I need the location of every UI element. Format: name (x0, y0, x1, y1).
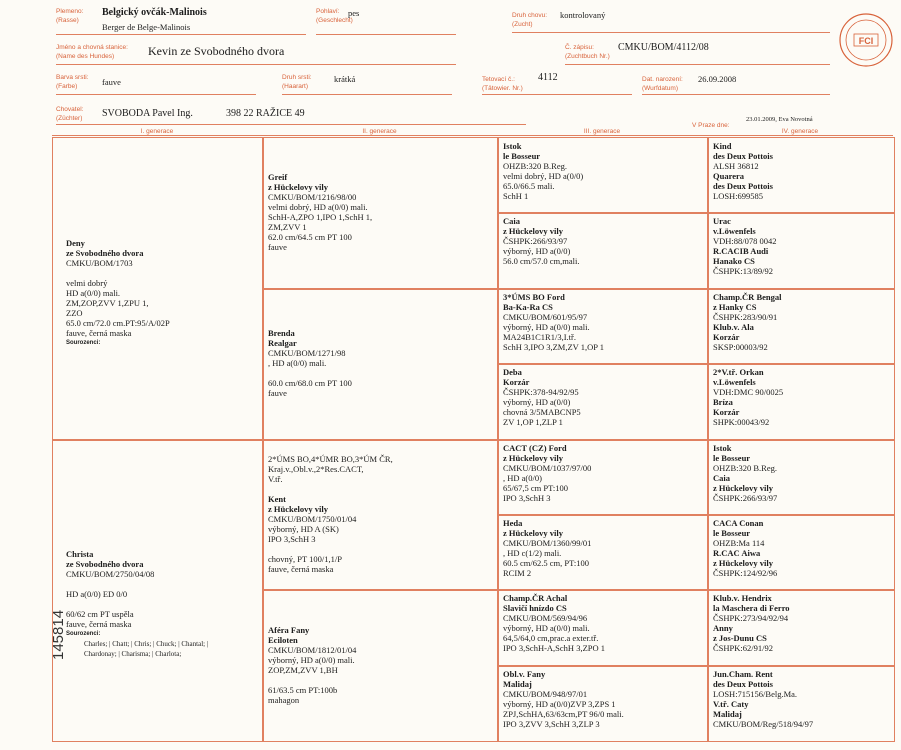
ancestor-line: ze Svobodného dvora (66, 247, 144, 258)
siblings-label: Sourozenci: (66, 339, 101, 346)
pohlavi-label: Pohlaví: (316, 8, 340, 15)
ancestor-line: OHZB:320 B.Reg. (713, 462, 777, 473)
ancestor-line: des Deux Pottois (713, 151, 773, 161)
ancestor-line: Anny (713, 623, 733, 634)
ancestor-line: CMKU/BOM/948/97/01 (503, 688, 588, 699)
rule (56, 94, 256, 95)
ancestor-4-4 (713, 367, 783, 427)
ancestor-4-5 (713, 443, 777, 503)
gen-header-4: IV. generace (707, 128, 893, 136)
ancestor-line: Champ.ČR Bengal (713, 291, 782, 302)
chovatel-label: Chovatel: (56, 106, 84, 113)
ancestor-line: SchH 3,IPO 3,ZM,ZV 1,OP 1 (503, 341, 605, 352)
gen-header-3: III. generace (497, 128, 707, 136)
ancestor-3-7 (503, 593, 605, 653)
ancestor-line: 60/62 cm PT uspěla (66, 609, 134, 620)
ancestor-line: CMKU/BOM/1360/99/01 (503, 537, 592, 548)
ancestor-line: Jun.Cham. Rent (713, 668, 773, 679)
plemeno-value-de: Berger de Belge-Malinois (102, 22, 191, 32)
ancestor-line: mahagon (268, 694, 300, 705)
ancestor-line: le Bosseur (713, 452, 751, 463)
ancestor-4-1 (713, 141, 773, 201)
ancestor-line: Heda (503, 517, 523, 528)
ancestor-2-4 (268, 625, 356, 705)
ancestor-line: 2*V.tř. Orkan (713, 367, 764, 378)
druh-chovu-value: kontrolovaný (560, 10, 606, 20)
jmeno-label: Jméno a chovná stanice: (56, 44, 128, 51)
ancestor-line: z Jos-Dunu CS (713, 633, 767, 644)
ancestor-line: CMKU/BOM/569/94/96 (503, 613, 588, 624)
ancestor-line: Realgar (268, 338, 297, 349)
plemeno-label-de: (Rasse) (56, 17, 79, 24)
ancestor-line: ČSHPK:62/91/92 (713, 643, 773, 654)
ancestor-line: CACA Conan (713, 517, 764, 528)
ancestor-line: výborný, HD a(0/0) mali. (268, 654, 355, 665)
zapis-value: CMKU/BOM/4112/08 (618, 42, 709, 53)
ancestor-2-1 (268, 172, 372, 252)
rule (282, 94, 452, 95)
ancestor-3-6 (503, 518, 591, 578)
ancestor-line: ČSHPK:124/92/96 (713, 567, 778, 578)
ancestor-line: ZZO (66, 307, 83, 318)
ancestor-line: z Hückelovy vily (268, 503, 328, 514)
ancestor-line: R.CAC Aiwa (713, 547, 761, 558)
ancestor-line: fauve, černá maska (268, 563, 334, 574)
ancestor-line: chovná 3/5MABCNP5 (503, 407, 581, 418)
ancestor-line: Urac (713, 216, 731, 227)
ancestor-line: CMKU/BOM/Reg/518/94/97 (713, 718, 814, 729)
ancestor-3-5 (503, 443, 591, 503)
ancestor-1-2 (66, 549, 208, 659)
druh-srsti-label: Druh srsti: (282, 74, 312, 81)
gen-header-1: I. generace (52, 128, 262, 136)
ancestor-line: CMKU/BOM/1750/01/04 (268, 513, 357, 524)
ancestor-4-8 (713, 669, 813, 729)
siblings-list: Chardonay; | Charisma; | Charlota; (84, 650, 182, 659)
ancestor-line: Quarera (713, 171, 745, 181)
ancestor-line: CMKU/BOM/1216/98/00 (268, 192, 357, 203)
ancestor-line: výborný, HD a(0/0) mali. (503, 321, 590, 332)
ancestor-line: OHZB:Ma 114 (713, 537, 765, 548)
plemeno-value: Belgický ovčák-Malinois (102, 7, 207, 18)
datum-label-de: (Wurfdatum) (642, 85, 678, 92)
fci-logo (838, 12, 894, 68)
ancestor-line: R.CACIB Audi (713, 246, 769, 257)
ancestor-line: fauve, černá maska (66, 327, 132, 338)
ancestor-line: ZOP,ZM,ZVV 1,BH (268, 664, 338, 675)
pohlavi-value: pes (348, 8, 360, 18)
ancestor-line: SKSP:00003/92 (713, 341, 768, 352)
ancestor-line: Hanako CS (713, 256, 755, 267)
ancestor-line: chovný, PT 100/1,1/P (268, 553, 342, 564)
ancestor-line: Korzár (503, 377, 530, 388)
ancestor-line: 3*ÚMS BO Ford (503, 291, 565, 302)
ancestor-4-2 (713, 216, 777, 276)
chovatel-label-de: (Züchter) (56, 115, 83, 122)
ancestor-line: Kraj.v.,Obl.v.,2*Res.CACT, (268, 463, 364, 474)
ancestor-line: výborný, HD a(0/0) (503, 397, 571, 408)
ancestor-line: CMKU/BOM/1703 (66, 257, 133, 268)
ancestor-line: Eciloten (268, 634, 298, 645)
ancestor-line: výborný, HD a(0/0) mali. (503, 623, 590, 634)
ancestor-line: VDH:DMC 90/0025 (713, 387, 784, 398)
siblings-list: Charles; | Chatt; | Chris; | Chuck; | Chantal; | (84, 640, 209, 649)
ancestor-line: z Hückelovy vily (503, 527, 563, 538)
ancestor-line: ČSHPK:283/90/91 (713, 311, 778, 322)
ancestor-line (66, 268, 170, 278)
ancestor-line: Champ.ČR Achal (503, 593, 568, 604)
ancestor-line: CACT (CZ) Ford (503, 442, 567, 453)
ancestor-line: Caia (503, 216, 520, 227)
ancestor-line: Deny (66, 237, 85, 248)
ancestor-line: ČSHPK:13/89/92 (713, 266, 773, 277)
rule (482, 94, 632, 95)
ancestor-line: ZPJ,SchHA,63/63cm,PT 96/0 mali. (503, 708, 624, 719)
ancestor-line: ZM,ZVV 1 (268, 222, 307, 233)
ancestor-line: výborný, HD A (SK) (268, 523, 339, 534)
rule (56, 34, 306, 35)
ancestor-line: z Hückelovy vily (268, 182, 328, 193)
ancestor-line: SchH 1 (503, 191, 529, 201)
datum-value: 26.09.2008 (698, 74, 737, 84)
ancestor-line: IPO 3,SchH 3 (503, 492, 551, 503)
ancestor-line: IPO 3,ZVV 3,SchH 3,ZLP 3 (503, 718, 600, 729)
ancestor-line: 65/67,5 cm PT:100 (503, 482, 568, 493)
ancestor-line: CMKU/BOM/601/95/97 (503, 311, 588, 322)
ancestor-line: velmi dobrý, HD a(0/0) mali. (268, 202, 368, 213)
zapis-label-de: (Zuchtbuch Nr.) (565, 53, 610, 60)
ancestor-line: Ba-Ka-Ra CS (503, 301, 553, 312)
druh-srsti-value: krátká (334, 74, 356, 84)
ancestor-line: la Maschera di Ferro (713, 603, 790, 614)
ancestor-line: IPO 3,SchH 3 (268, 533, 316, 544)
ancestor-line: Greif (268, 172, 288, 183)
ancestor-line: Bríza (713, 397, 733, 408)
ancestor-line: velmi dobrý (66, 277, 108, 288)
ancestor-line (66, 579, 208, 589)
ancestor-line: výborný, HD a(0/0) (503, 246, 571, 257)
rule (512, 32, 830, 33)
ancestor-line: Klub.v. Ala (713, 321, 754, 332)
ancestor-line: Istok (503, 141, 522, 151)
ancestor-line: ze Svobodného dvora (66, 559, 144, 570)
ancestor-line: V.tř. (268, 473, 283, 484)
ancestor-line: des Deux Pottois (713, 678, 773, 689)
ancestor-line: MA24B1C1R1/3,I.tř. (503, 331, 576, 342)
ancestor-line: , HD a(0/0) (503, 472, 542, 483)
ancestor-3-4 (503, 367, 581, 427)
ancestor-line: CMKU/BOM/2750/04/08 (66, 569, 155, 580)
ancestor-line: VDH:88/078 0042 (713, 236, 777, 247)
ancestor-line: 65.0/66.5 mali. (503, 181, 555, 191)
ancestor-line (268, 484, 393, 494)
ancestor-line: Korzár (713, 407, 740, 418)
ancestor-line: OHZB:320 B.Reg. (503, 161, 567, 171)
ancestor-line: 2*ÚMS BO,4*ÚMR BO,3*ÚM ČR, (268, 453, 393, 464)
ancestor-line: výborný, HD a(0/0)ZVP 3,ZPS 1 (503, 698, 616, 709)
ancestor-line: le Bosseur (713, 527, 751, 538)
druh-srsti-label-de: (Haarart) (282, 83, 309, 90)
ancestor-line: IPO 3,SchH-A,SchH 3,ZPO 1 (503, 643, 605, 654)
ancestor-line: Kent (268, 493, 286, 504)
ancestor-line: Caia (713, 472, 730, 483)
datum-label: Dat. narození: (642, 76, 683, 83)
tetovaci-label-de: (Tätowier. Nr.) (482, 85, 523, 92)
ancestor-line: HD a(0/0) mali. (66, 287, 121, 298)
ancestor-line: , HD a(0/0) mali. (268, 358, 327, 369)
ancestor-line (268, 368, 352, 378)
ancestor-line: Korzár (713, 331, 740, 342)
ancestor-line: CMKU/BOM/1037/97/00 (503, 462, 592, 473)
ancestor-line (268, 675, 356, 685)
ancestor-line: Istok (713, 442, 732, 453)
barva-label: Barva srsti: (56, 74, 89, 81)
ancestor-line: 60.5 cm/62.5 cm, PT:100 (503, 557, 589, 568)
ancestor-line: Brenda (268, 328, 295, 339)
ancestor-line: z Hanky CS (713, 301, 757, 312)
ancestor-line: Aféra Fany (268, 624, 310, 635)
ancestor-line: , HD c(1/2) mali. (503, 547, 562, 558)
tetovaci-label: Tetovací č.: (482, 76, 515, 83)
chovatel-value: SVOBODA Pavel Ing. (102, 108, 193, 119)
ancestor-line: CMKU/BOM/1271/98 (268, 348, 346, 359)
ancestor-3-2 (503, 216, 580, 266)
ancestor-line: Malidaj (503, 678, 532, 689)
barva-value: fauve (102, 77, 121, 87)
rule (565, 64, 830, 65)
prazedne-label: V Praze dne: (692, 122, 730, 129)
ancestor-line: 56.0 cm/57.0 cm,mali. (503, 256, 580, 267)
ancestor-line: LOSH:715156/Belg.Ma. (713, 688, 798, 699)
druh-chovu-label-de: (Zucht) (512, 21, 533, 28)
chovatel-address: 398 22 RAŽICE 49 (226, 108, 305, 119)
ancestor-line: V.tř. Caty (713, 698, 749, 709)
ancestor-line: SHPK:00043/92 (713, 417, 770, 428)
ancestor-line: LOSH:699585 (713, 191, 764, 201)
ancestor-line: velmi dobrý, HD a(0/0) (503, 171, 584, 181)
ancestor-line: Christa (66, 549, 94, 560)
rule (56, 124, 526, 125)
ancestor-2-2 (268, 328, 352, 398)
registry-number: 145814 (50, 609, 67, 660)
ancestor-3-8 (503, 669, 624, 729)
ancestor-2-3 (268, 454, 393, 574)
ancestor-4-7 (713, 593, 790, 653)
ancestor-line: SchH-A,ZPO 1,IPO 1,SchH 1, (268, 212, 373, 223)
ancestor-line: ALSH 36812 (713, 161, 759, 171)
ancestor-line: ZV 1,OP 1,ZLP 1 (503, 417, 563, 428)
ancestor-line: 61/63.5 cm PT:100b (268, 684, 338, 695)
ancestor-line: HD a(0/0) ED 0/0 (66, 589, 128, 600)
ancestor-line: CMKU/BOM/1812/01/04 (268, 644, 357, 655)
tetovaci-value: 4112 (538, 72, 558, 83)
plemeno-label: Plemeno: (56, 8, 84, 15)
rule (56, 64, 456, 65)
rule (642, 94, 830, 95)
ancestor-3-1 (503, 141, 583, 201)
ancestor-line: 64,5/64,0 cm,prac.a exter.tř. (503, 633, 599, 644)
ancestor-line: Slavičí hnízdo CS (503, 603, 567, 614)
ancestor-line: ZM,ZOP,ZVV 1,ZPU 1, (66, 297, 149, 308)
rule (316, 34, 456, 35)
ancestor-line: 65.0 cm/72.0 cm.PT:95/A/02P (66, 317, 170, 328)
ancestor-4-6 (713, 518, 777, 578)
ancestor-line: 60.0 cm/68.0 cm PT 100 (268, 378, 352, 389)
ancestor-line: z Hückelovy vily (503, 452, 563, 463)
ancestor-line: Klub.v. Hendrix (713, 593, 772, 604)
ancestor-line: Kind (713, 141, 732, 151)
fci-logo-text: FCI (858, 36, 874, 46)
ancestor-line: le Bosseur (503, 151, 541, 161)
zapis-label: Č. zápisu: (565, 44, 594, 51)
ancestor-line: ČSHPK:266/93/97 (503, 236, 568, 247)
dog-name: Kevin ze Svobodného dvora (148, 44, 285, 58)
ancestor-line: Deba (503, 367, 522, 378)
ancestor-4-3 (713, 292, 781, 352)
ancestor-line: RCIM 2 (503, 567, 532, 578)
ancestor-line: z Hückelovy vily (713, 482, 773, 493)
druh-chovu-label: Druh chovu: (512, 12, 548, 19)
ancestor-line: 62.0 cm/64.5 cm PT 100 (268, 232, 352, 243)
barva-label-de: (Farbe) (56, 83, 78, 90)
ancestor-3-3 (503, 292, 604, 352)
prazedne-value: 23.01.2009, Eva Novotná (746, 116, 813, 123)
ancestor-line: Obl.v. Fany (503, 668, 546, 679)
gen-header-2: II. generace (262, 128, 497, 136)
ancestor-line: v.Löwenfels (713, 377, 756, 388)
siblings-label: Sourozenci: (66, 631, 101, 638)
ancestor-line: v.Löwenfels (713, 226, 756, 237)
ancestor-line: des Deux Pottois (713, 181, 773, 191)
ancestor-line: z Hückelovy vily (713, 557, 773, 568)
ancestor-1-1 (66, 238, 170, 348)
pohlavi-label-de: (Geschlecht) (316, 17, 353, 24)
ancestor-line: ČSHPK:378-94/92/95 (503, 387, 579, 398)
ancestor-line: Malidaj (713, 708, 742, 719)
ancestor-line: fauve, černá maska (66, 619, 132, 630)
ancestor-line: z Hückelovy vily (503, 226, 563, 237)
ancestor-line: ČSHPK:273/94/92/94 (713, 613, 789, 624)
ancestor-line: fauve (268, 388, 287, 399)
ancestor-line (268, 544, 393, 554)
jmeno-label-de: (Name des Hundes) (56, 53, 115, 60)
ancestor-line (66, 599, 208, 609)
ancestor-line: ČSHPK:266/93/97 (713, 492, 778, 503)
ancestor-line: fauve (268, 242, 287, 253)
